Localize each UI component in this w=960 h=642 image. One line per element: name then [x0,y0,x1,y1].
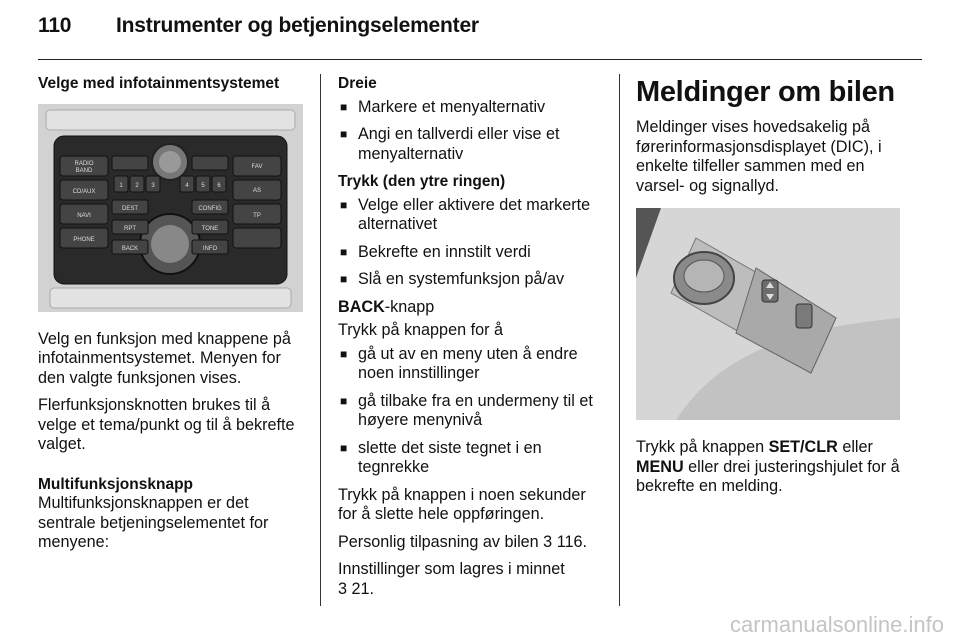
back-label: BACK [338,297,385,316]
back-suffix: -knapp [384,297,435,316]
panel-label-tone: TONE [201,225,219,232]
para-confirm-message [636,438,904,497]
panel-label-rpt: RPT [124,225,136,232]
press-prefix: Trykk på knappen [636,438,765,456]
panel-label-tp: TP [253,212,261,219]
list-item: ■ slette det siste tegnet i en tegnrekke [338,439,606,478]
panel-label-band: BAND [75,167,93,174]
para-hold-button: Trykk på knappen i noen sekunder for å slette hele oppføringen. [338,485,586,523]
panel-preset-3: 3 [151,182,155,189]
set-clr-label: SET/CLR [768,438,838,456]
panel-preset-4: 4 [185,182,189,189]
memory-page-ref[interactable]: 21. [351,579,375,598]
para-select-function: Velg en funksjon med knappene på infotainmentsystemet. Menyen for den valgte funksjonen vises. [38,329,291,387]
page-ref-icon: 3 [338,579,348,598]
or-text: eller [842,438,873,456]
column-divider-2 [619,74,620,606]
page-title: Instrumenter og betjeningselementer [116,14,479,37]
confirm-tail: eller drei justeringshjulet for å bekrefte en melding. [636,457,900,495]
panel-preset-6: 6 [217,182,221,189]
panel-preset-5: 5 [201,182,205,189]
list-item: ■ gå ut av en meny uten å endre noen innstillinger [338,345,606,384]
list-item: ■ Slå en systemfunksjon på/av [338,270,606,290]
turn-list [338,98,606,165]
panel-label-radio: RADIO [74,160,94,167]
turn-heading: Dreie [338,75,377,92]
panel-preset-2: 2 [135,182,139,189]
panel-label-phone: PHONE [73,236,95,243]
list-item: ■ Velge eller aktivere det markerte alternativet [338,196,606,235]
page-ref-icon: 3 [543,532,553,551]
panel-label-cd-aux: CD/AUX [72,188,96,195]
press-heading: Trykk (den ytre ringen) [338,173,506,190]
para-multifunction-knob: Flerfunksjonsknotten brukes til å velge et tema/punkt og til å bekrefte valget. [38,396,295,453]
list-item: ■ Markere et menyalternativ [338,98,606,118]
memory-text: Innstillinger som lagres i minnet [338,560,565,578]
para-memory-settings [338,560,606,599]
back-button-heading [338,298,606,318]
steering-stalk-figure [636,208,900,420]
back-list [338,345,606,478]
panel-label-info: INFO [202,245,218,252]
infotainment-panel-figure [38,104,303,312]
panel-label-as: AS [252,187,262,194]
section-heading-infotainment: Velge med infotainmentsystemet [38,75,280,92]
back-press-text: Trykk på knappen for å [338,321,503,339]
column-3 [636,74,904,505]
panel-label-config: CONFIG [198,205,222,212]
column-divider-1 [320,74,321,606]
personal-text: Personlig tilpasning av bilen [338,532,539,551]
page-header [38,14,479,38]
panel-label-nav: NAVI [77,212,91,219]
menu-label: MENU [636,457,684,476]
list-item: ■ Bekrefte en innstilt verdi [338,243,606,263]
panel-preset-1: 1 [119,182,123,189]
personal-page-ref[interactable]: 116. [556,532,587,551]
list-item: ■ gå tilbake fra en undermeny til et høyere menynivå [338,392,606,431]
sub-heading-multifunction: Multifunksjonsknapp [38,475,193,493]
panel-label-back: BACK [121,245,139,252]
column-1 [38,74,306,561]
panel-label-dest: DEST [121,205,139,212]
para-messages-intro: Meldinger vises hovedsakelig på førerinformasjonsdisplayet (DIC), i enkelte tilfeller sammen med en varsel- og signallyd. [636,118,882,195]
watermark: carmanualsonline.info [729,612,944,637]
press-list [338,196,606,290]
header-rule [38,59,922,60]
section-title-vehicle-messages: Meldinger om bilen [636,76,895,108]
column-2 [338,74,606,607]
page-number: 110 [38,14,72,37]
list-item: ■ Angi en tallverdi eller vise et menyalternativ [338,125,606,164]
para-multifunction-button: Multifunksjonsknappen er det sentrale betjeningselementet for menyene: [38,494,269,551]
panel-label-fav: FAV [251,163,263,170]
para-personal-settings [338,533,606,553]
